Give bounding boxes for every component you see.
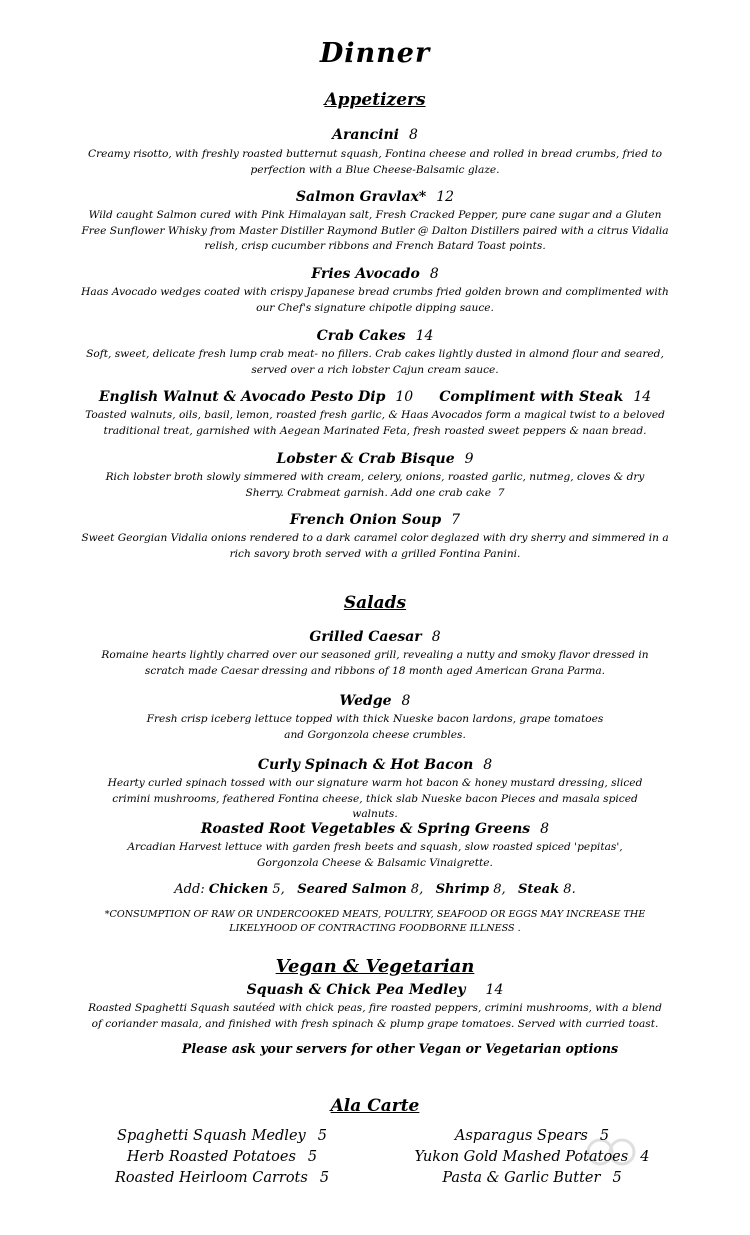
dish-price: 12 [436, 189, 455, 205]
dish-price: 8 [401, 693, 411, 709]
dish-desc: Romaine hearts lightly charred over our seasoned grill, revealing a nutty and smoky flavor dressed in scratch made Caesar dressing and ribbons of 18 month aged American Grana Parma. [101, 649, 649, 677]
dish-price-2: 14 [633, 389, 652, 405]
dish-curly-spinach [60, 757, 690, 773]
dish-name: Wedge [339, 693, 392, 709]
addon-name: Shrimp [435, 882, 490, 897]
dish-price: 8 [483, 757, 493, 773]
ala-carte-left-column [62, 1126, 382, 1189]
dish-price: 8 [408, 127, 418, 143]
vegan-heading: Vegan & Vegetarian [275, 956, 475, 977]
add-price: 7 [497, 486, 505, 499]
dish-lobster-bisque [60, 451, 690, 467]
dish-price: 14 [485, 982, 504, 998]
dish-root-vegetables [60, 821, 690, 837]
dish-walnut-pesto-dip [20, 389, 730, 405]
dish-french-onion-soup [60, 512, 690, 528]
dish-squash-chickpea [60, 982, 690, 998]
dish-name: English Walnut & Avocado Pesto Dip [98, 389, 386, 405]
dish-desc: Roasted Spaghetti Squash sautéed with chick peas, fire roasted peppers, crimini mushrooms, with a blend of coriander masala, and finished with fresh spinach & plump grape tomatoes. Served with curried toast. [88, 1002, 662, 1030]
dish-price: 14 [415, 328, 434, 344]
dish-price: 8 [429, 266, 439, 282]
side-item: Roasted Heirloom Carrots 5 [114, 1170, 330, 1186]
vegan-note: Please ask your servers for other Vegan or Vegetarian options [181, 1041, 619, 1056]
dish-desc: Arcadian Harvest lettuce with garden fresh beets and squash, slow roasted spiced 'pepitas', Gorgonzola Cheese & Balsamic Vinaigrette. [127, 841, 623, 869]
dish-desc: Hearty curled spinach tossed with our signature warm hot bacon & honey mustard dressing, sliced crimini mushrooms, feathered Fontina cheese, thick slab Nueske bacon Pieces and masala spiced walnuts. [107, 777, 643, 820]
dish-name: Squash & Chick Pea Medley [246, 982, 466, 998]
dish-fries-avocado [60, 266, 690, 282]
watermark-icon [580, 1132, 650, 1172]
dish-name: Roasted Root Vegetables & Spring Greens [200, 821, 531, 837]
addon-price: 8, [493, 882, 506, 897]
addon-price: 5, [272, 882, 285, 897]
dish-grilled-caesar [60, 629, 690, 645]
dish-name-2: Compliment with Steak [439, 389, 624, 405]
side-item: Yukon Gold Mashed Potatoes 4 [414, 1149, 650, 1165]
add-label: Add: [174, 882, 205, 897]
dish-desc: Toasted walnuts, oils, basil, lemon, roasted fresh garlic, & Haas Avocados form a magical twist to a beloved traditional treat, garnished with Aegean Marinated Feta, fresh roasted sweet peppers & naan bread. [85, 409, 665, 437]
dish-desc: Fresh crisp iceberg lettuce topped with thick Nueske bacon lardons, grape tomatoes and Gorgonzola cheese crumbles. [146, 713, 604, 741]
dish-salmon-gravlax [60, 189, 690, 205]
dish-desc: Sweet Georgian Vidalia onions rendered to a dark caramel color deglazed with dry sherry and simmered in a rich savory broth served with a grilled Fontina Panini. [81, 532, 669, 560]
dish-name: Grilled Caesar [309, 629, 422, 645]
dish-price: 10 [395, 389, 414, 405]
dish-desc: Rich lobster broth slowly simmered with cream, celery, onions, roasted garlic, nutmeg, cloves & dry Sherry. Crabmeat garnish. Add one crab cake 7 [105, 471, 645, 499]
side-item: Spaghetti Squash Medley 5 [117, 1128, 327, 1144]
dish-name: Fries Avocado [311, 266, 420, 282]
addon-name: Seared Salmon [297, 882, 407, 897]
dish-name: Curly Spinach & Hot Bacon [257, 757, 474, 773]
addon-price: 8, [410, 882, 424, 897]
side-item: Asparagus Spears 5 [454, 1128, 610, 1144]
dish-desc: Soft, sweet, delicate fresh lump crab meat- no fillers. Crab cakes lightly dusted in almond flour and seared, served over a rich lobster Cajun cream sauce. [86, 348, 664, 376]
dish-name: Lobster & Crab Bisque [276, 451, 455, 467]
menu-title: Dinner [319, 38, 431, 69]
addon-price: 8. [563, 882, 576, 897]
dish-desc: Haas Avocado wedges coated with crispy Japanese bread crumbs fried golden brown and complimented with our Chef's signature chipotle dipping sauce. [81, 286, 669, 314]
dish-name: Arancini [332, 127, 399, 143]
dish-price: 8 [431, 629, 441, 645]
dish-name: French Onion Soup [289, 512, 442, 528]
dish-name: Crab Cakes [316, 328, 406, 344]
dish-wedge [60, 693, 690, 709]
addon-name: Steak [518, 882, 560, 897]
addon-name: Chicken [208, 882, 269, 897]
salad-addons [60, 882, 690, 897]
ala-carte-heading: Ala Carte [330, 1096, 420, 1116]
dish-arancini [60, 127, 690, 143]
salads-heading: Salads [343, 593, 407, 613]
dish-desc: Creamy risotto, with freshly roasted butternut squash, Fontina cheese and rolled in bread crumbs, fried to perfection with a Blue Cheese-Balsamic glaze. [88, 148, 662, 176]
dish-price: 7 [451, 512, 461, 528]
side-item: Pasta & Garlic Butter 5 [442, 1170, 622, 1186]
dish-name: Salmon Gravlax* [295, 189, 427, 205]
dish-price: 8 [540, 821, 550, 837]
dish-crab-cakes [60, 328, 690, 344]
consumption-warning: *CONSUMPTION OF RAW OR UNDERCOOKED MEATS, POULTRY, SEAFOOD OR EGGS MAY INCREASE THE LIKELYHOOD OF CONTRACTING FOODBORNE ILLNESS . [104, 909, 646, 934]
dish-desc: Wild caught Salmon cured with Pink Himalayan salt, Fresh Cracked Pepper, pure cane sugar and a Gluten Free Sunflower Whisky from Master Distiller Raymond Butler @ Dalton Distillers paired with a citrus Vidalia relish, crisp cucumber ribbons and French Batard Toast points. [81, 209, 669, 252]
side-item: Herb Roasted Potatoes 5 [126, 1149, 318, 1165]
dish-price: 9 [464, 451, 474, 467]
appetizers-heading: Appetizers [324, 90, 426, 110]
